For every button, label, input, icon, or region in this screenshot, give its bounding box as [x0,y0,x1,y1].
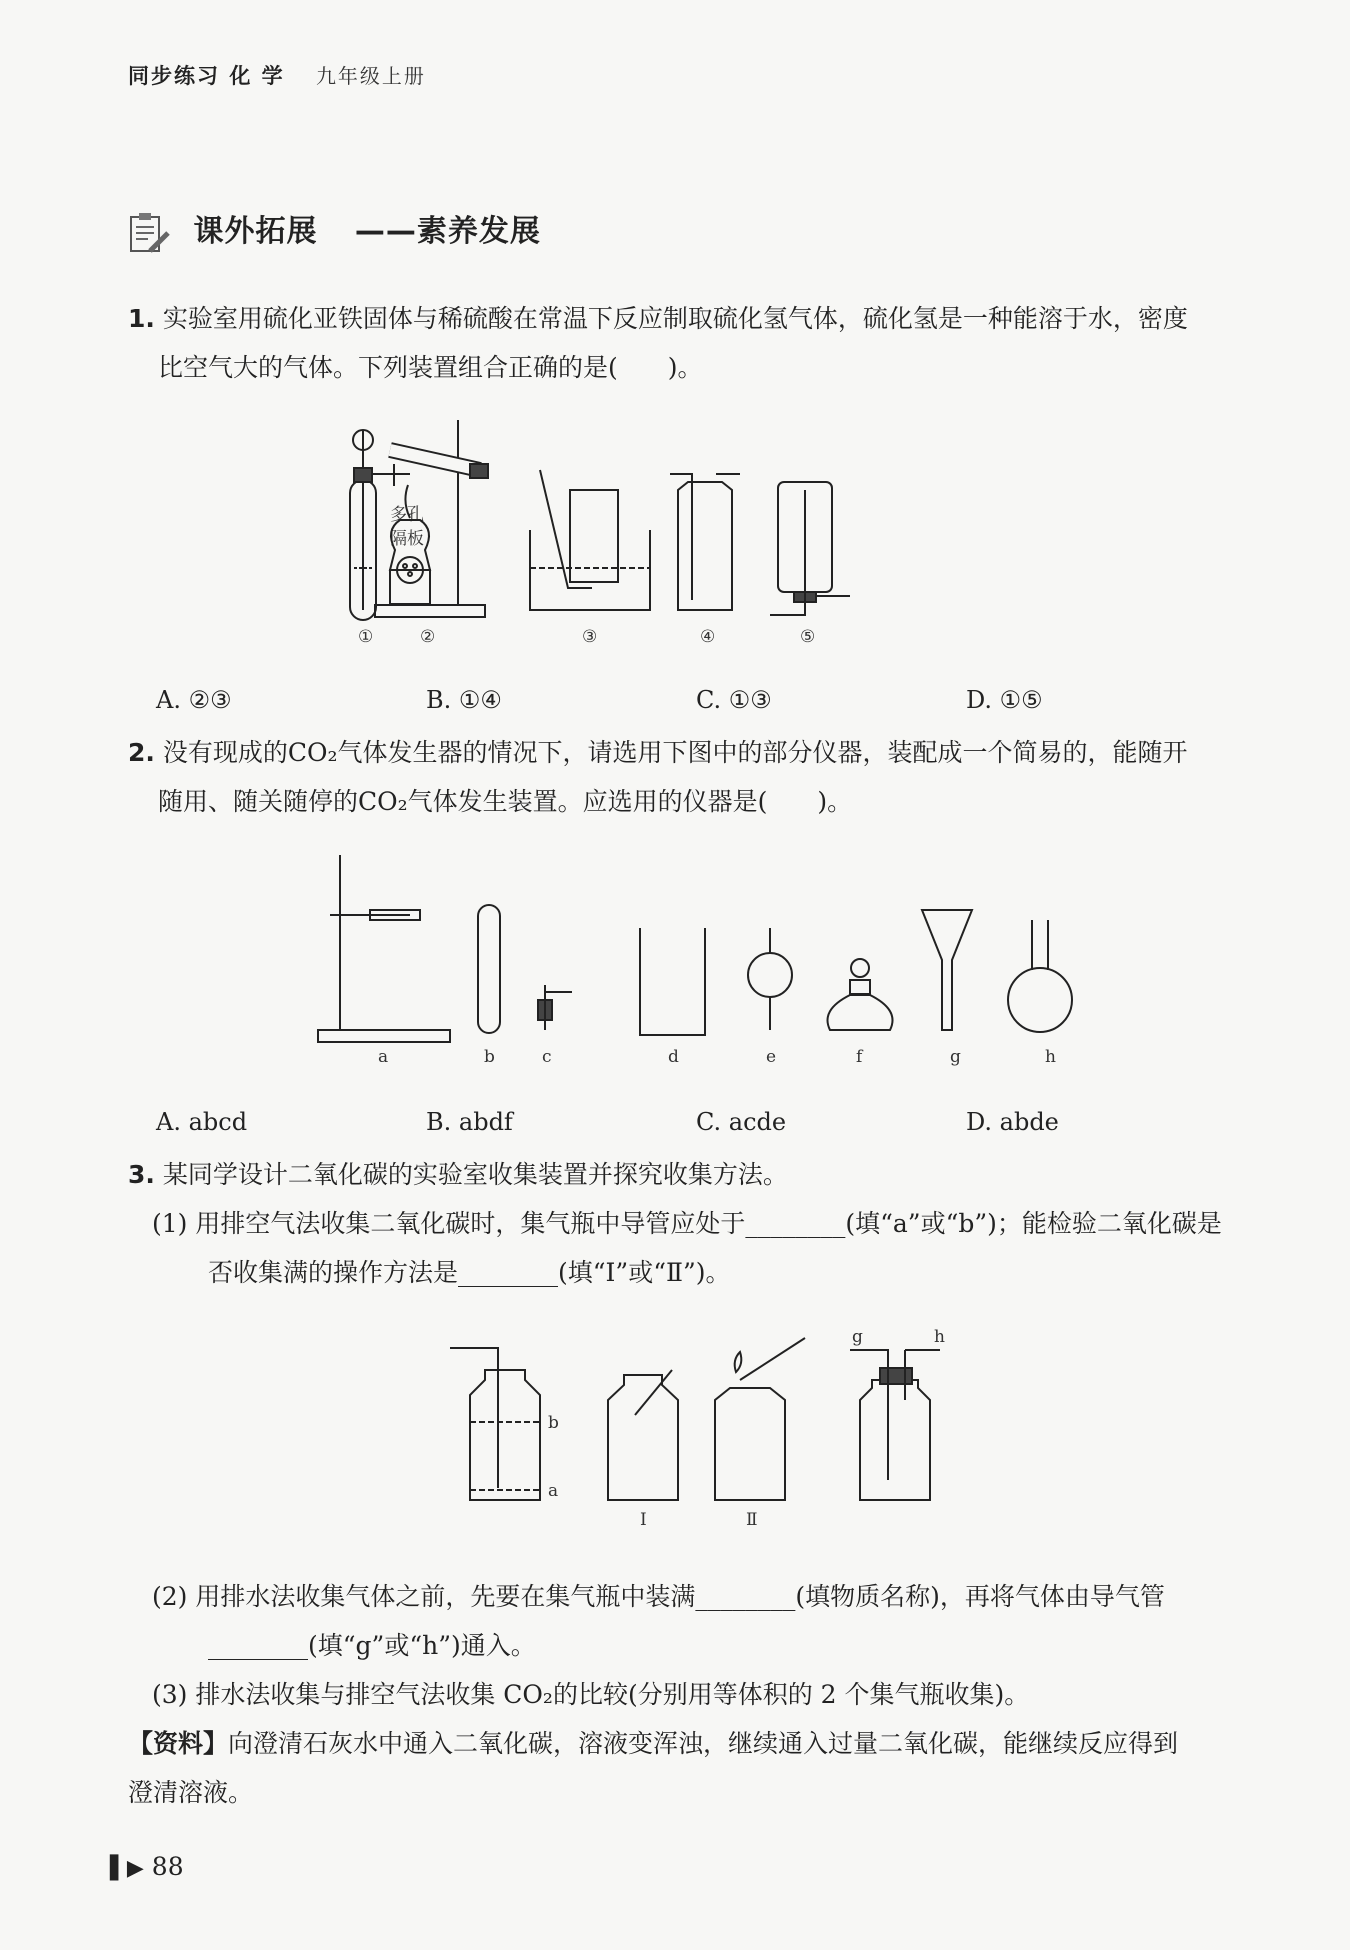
bottle-I-with-stick [608,1370,678,1500]
fig1-label-1: ① [358,627,374,647]
fig2-label-h: h [1045,1047,1056,1067]
fig2-label-f: f [856,1047,863,1067]
q1-text-line1: 实验室用硫化亚铁固体与稀硫酸在常温下反应制取硫化氢气体，硫化氢是一种能溶于水，密度 [162,304,1188,333]
instrument-f-alcohol-lamp [828,959,893,1030]
q2-number: 2. [128,738,155,767]
q2-option-b: B. abdf [426,1108,513,1136]
fig2-label-a: a [378,1047,389,1067]
section-subtitle: ——素养发展 [354,214,541,249]
fig1-label-4: ④ [700,627,716,647]
fig3-label-a: a [548,1481,559,1501]
instrument-h-flask [1008,920,1072,1032]
book-name: 同步练习 [128,64,220,88]
gas-bottle-gh [850,1350,940,1500]
instrument-d-beaker [640,928,705,1035]
apparatus-5 [770,482,850,615]
question-2 [128,728,1278,826]
section-title [128,206,541,255]
section-title-main: 课外拓展 [193,214,318,249]
page-number-block [110,1852,184,1881]
question-3-continued [128,1572,1278,1817]
porous-label-2: 隔板 [390,529,424,549]
q1-option-d: D. ①⑤ [966,686,1043,714]
fig3-label-I: Ⅰ [640,1510,647,1530]
grade-name: 九年级上册 [315,64,426,88]
q3-figure [440,1320,960,1540]
fig2-label-d: d [668,1047,679,1067]
q3-part1-line1: (1) 用排空气法收集二氧化碳时，集气瓶中导管应处于________(填“a”或“b”)；能检验二氧化碳是 [152,1209,1222,1238]
q3-part3: (3) 排水法收集与排空气法收集 CO₂的比较(分别用等体积的 2 个集气瓶收集)。 [152,1680,1030,1709]
book-header [128,60,426,90]
instrument-b-test-tube [478,905,500,1033]
instrument-c-stopper [538,985,572,1030]
q1-option-c: C. ①③ [696,686,772,714]
instrument-g-funnel [922,910,972,1030]
q1-option-b: B. ①④ [426,686,502,714]
page-number: 88 [151,1852,184,1881]
instrument-e-separatory-funnel [748,928,792,1030]
play-arrow-icon: ▌▶ [110,1856,144,1881]
fig1-label-3: ③ [582,627,598,647]
porous-label-1: 多孔 [390,505,424,525]
q3-number: 3. [128,1160,155,1189]
fig3-label-h: h [934,1327,945,1347]
fig2-label-c: c [542,1047,552,1067]
q3-part2-line1: (2) 用排水法收集气体之前，先要在集气瓶中装满________(填物质名称)，再将气体由导气管 [152,1582,1165,1611]
fig2-label-g: g [950,1047,961,1067]
q1-option-a: A. ②③ [156,686,232,714]
reference-line2: 澄清溶液。 [128,1778,254,1807]
fig3-label-II: Ⅱ [746,1510,758,1530]
reference-label: 【资料】 [128,1729,229,1758]
q1-number: 1. [128,304,155,333]
q2-text-line1: 没有现成的CO₂气体发生器的情况下，请选用下图中的部分仪器，装配成一个简易的，能随开 [162,738,1188,767]
q2-options [156,1108,1256,1138]
q1-options [156,686,1256,716]
fig2-label-e: e [766,1047,777,1067]
q2-text-line2: 随用、随关随停的CO₂气体发生装置。应选用的仪器是( )。 [158,787,853,816]
fig1-label-2: ② [420,627,436,647]
apparatus-3 [530,470,650,610]
gas-bottle-ab [450,1348,540,1500]
q2-option-a: A. abcd [156,1108,248,1136]
q3-part2-line2: ________(填“g”或“h”)通入。 [208,1631,536,1660]
fig3-label-b: b [548,1413,559,1433]
q2-figure [310,850,1100,1070]
q3-part1-line2: 否收集满的操作方法是________(填“Ⅰ”或“Ⅱ”)。 [208,1258,731,1287]
q1-figure [330,410,1090,660]
q2-option-d: D. abde [966,1108,1059,1136]
fig2-label-b: b [484,1047,495,1067]
instrument-a-stand [318,855,450,1042]
reference-line1: 向澄清石灰水中通入二氧化碳，溶液变浑浊，继续通入过量二氧化碳，能继续反应得到 [228,1729,1179,1758]
question-3 [128,1150,1278,1297]
q3-intro: 某同学设计二氧化碳的实验室收集装置并探究收集方法。 [162,1160,788,1189]
q1-text-line2: 比空气大的气体。下列装置组合正确的是( )。 [158,353,703,382]
q2-option-c: C. acde [696,1108,787,1136]
fig3-label-g: g [852,1327,863,1347]
question-1 [128,294,1278,392]
subject-name: 化 学 [229,64,285,88]
fig1-label-5: ⑤ [800,627,816,647]
clipboard-pencil-icon [128,211,172,255]
apparatus-4 [670,474,740,610]
bottle-II-with-stick [715,1338,805,1500]
